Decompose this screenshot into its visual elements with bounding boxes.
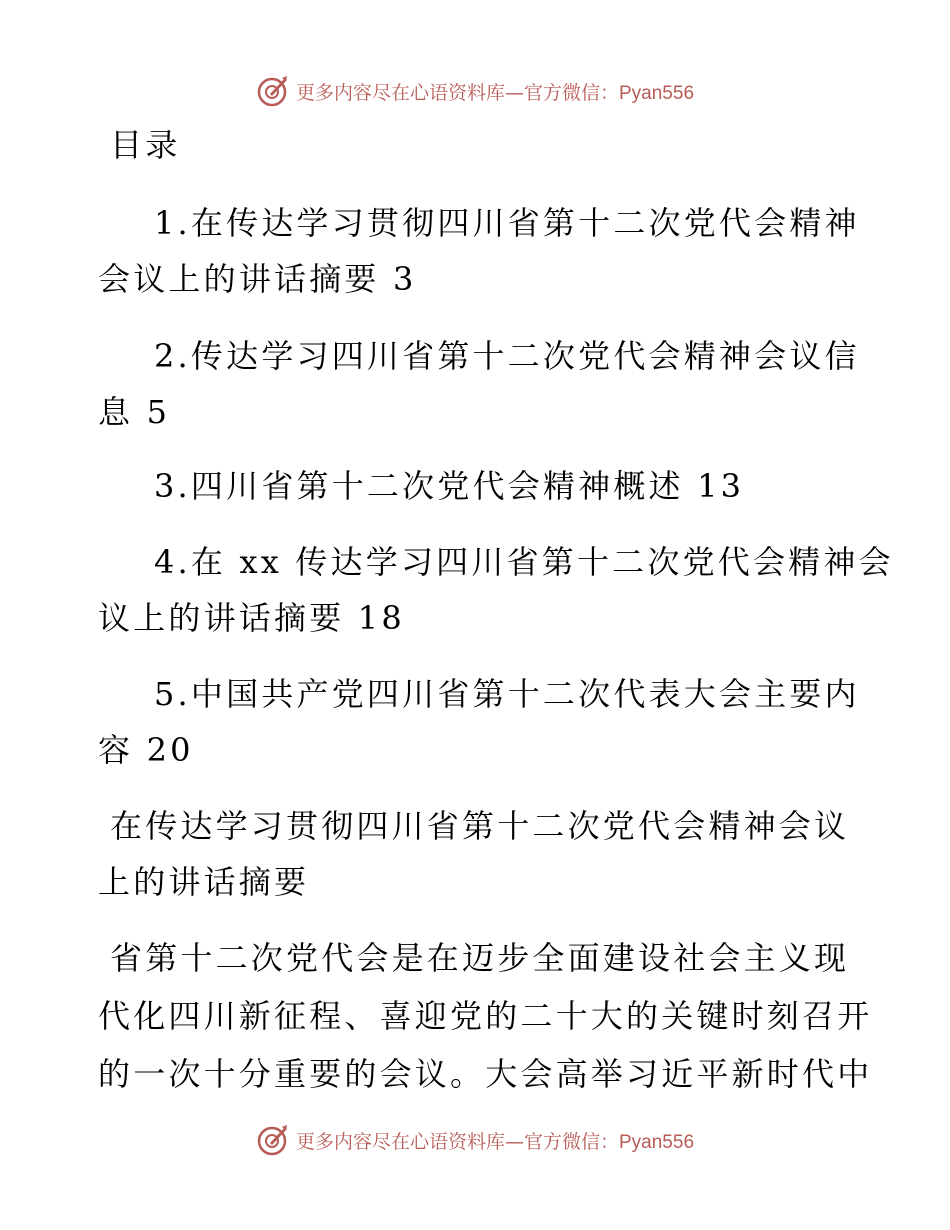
toc-item-1-line1: 1.在传达学习贯彻四川省第十二次党代会精神	[154, 204, 860, 242]
article-title-line2: 上的讲话摘要	[98, 863, 310, 901]
article-body-line1: 省第十二次党代会是在迈步全面建设社会主义现	[110, 939, 850, 977]
logo-icon	[256, 74, 290, 108]
article-body-line2: 代化四川新征程、喜迎党的二十大的关键时刻召开	[98, 997, 873, 1035]
logo-icon	[256, 1123, 290, 1157]
toc-item-2-line2: 息 5	[98, 393, 171, 431]
toc-item-5-line1: 5.中国共产党四川省第十二次代表大会主要内	[154, 675, 860, 713]
article-body-line3: 的一次十分重要的会议。大会高举习近平新时代中	[98, 1055, 873, 1093]
toc-item-1-line2: 会议上的讲话摘要 3	[98, 260, 417, 298]
toc-heading: 目录	[110, 126, 181, 164]
watermark-footer	[0, 1120, 950, 1160]
watermark-text: 更多内容尽在心语资料库—官方微信：Pyan556	[295, 81, 695, 104]
toc-item-3: 3.四川省第十二次党代会精神概述 13	[154, 467, 745, 505]
toc-item-4-line1: 4.在 xx 传达学习四川省第十二次党代会精神会	[154, 543, 894, 581]
article-title-line1: 在传达学习贯彻四川省第十二次党代会精神会议	[110, 807, 850, 845]
watermark-header	[0, 71, 950, 111]
toc-item-2-line1: 2.传达学习四川省第十二次党代会精神会议信	[154, 337, 860, 375]
toc-item-5-line2: 容 20	[98, 731, 194, 769]
watermark-text: 更多内容尽在心语资料库—官方微信：Pyan556	[295, 1130, 695, 1153]
toc-item-4-line2: 议上的讲话摘要 18	[98, 599, 405, 637]
